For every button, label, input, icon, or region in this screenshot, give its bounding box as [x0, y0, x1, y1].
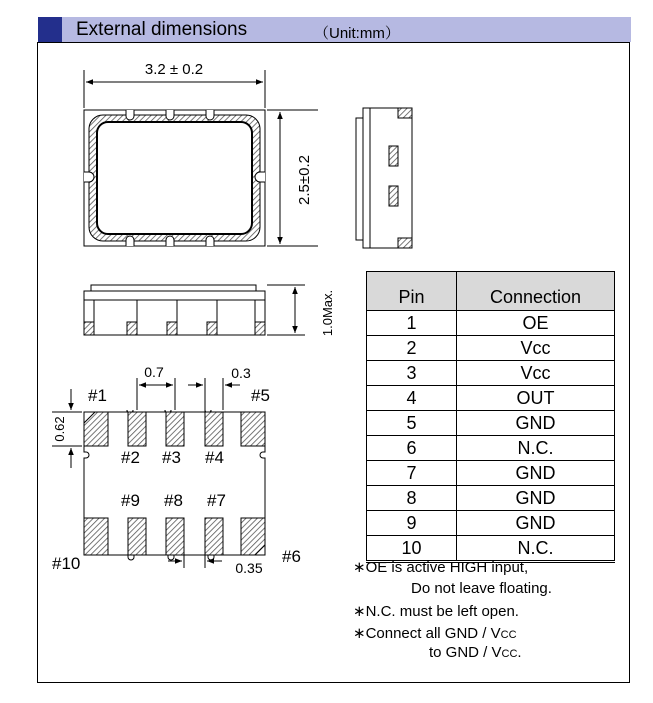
pad-3: [166, 412, 184, 446]
table-row: [367, 411, 615, 436]
pin-connection: N.C.: [457, 436, 615, 461]
pin-label-4: #4: [205, 448, 224, 467]
table-row: [367, 486, 615, 511]
pin-number: 3: [367, 361, 457, 386]
pin-connection: GND: [457, 461, 615, 486]
pad-7: [205, 518, 223, 555]
connection-column-header: Connection: [457, 272, 615, 311]
pin-number: 6: [367, 436, 457, 461]
pad-width-dimension: 0.3: [231, 365, 251, 381]
pin-connection: GND: [457, 411, 615, 436]
table-row: [367, 311, 615, 336]
pin-connection: N.C.: [457, 536, 615, 562]
pin-connection: OE: [457, 311, 615, 336]
pad-height-dimension: 0.62: [52, 416, 67, 442]
pin-number: 9: [367, 511, 457, 536]
table-row: [367, 461, 615, 486]
note-gnd-line2-text: to GND / V: [429, 644, 502, 661]
pin-number: 10: [367, 536, 457, 562]
pin-label-7: #7: [207, 491, 226, 510]
pad-10: [84, 518, 108, 555]
note-gnd-line2-end: .: [517, 644, 522, 661]
pin-connection-table: [366, 271, 615, 563]
pad-8: [166, 518, 184, 555]
table-row: [367, 361, 615, 386]
pin-connection: GND: [457, 486, 615, 511]
pin-label-2: #2: [121, 448, 140, 467]
side-view-right: [356, 108, 412, 248]
table-row: [367, 336, 615, 361]
pin-connection: Vcc: [457, 361, 615, 386]
pin-label-1: #1: [88, 386, 107, 405]
pin-connection: GND: [457, 511, 615, 536]
pin-label-6: #6: [282, 547, 301, 566]
pin-label-5: #5: [251, 386, 270, 405]
pin-number: 2: [367, 336, 457, 361]
note-gnd-line1: [353, 624, 517, 642]
pad-pitch-dimension: 0.7: [144, 364, 164, 380]
pad-2: [128, 412, 146, 446]
table-row: [367, 386, 615, 411]
pin-column-header: Pin: [367, 272, 457, 311]
unit-label: （Unit:mm）: [314, 25, 400, 42]
pad-9: [128, 518, 146, 555]
note-oe-line2: Do not leave floating.: [411, 580, 552, 597]
note-gnd-line1-sub: CC: [500, 629, 517, 641]
table-header-row: [367, 272, 615, 311]
pin-number: 1: [367, 311, 457, 336]
table-row: [367, 511, 615, 536]
pin-number: 4: [367, 386, 457, 411]
pad-gap-dimension: 0.35: [235, 560, 263, 576]
pin-number: 8: [367, 486, 457, 511]
pad-4: [205, 412, 223, 446]
pin-connection: OUT: [457, 386, 615, 411]
pin-number: 5: [367, 411, 457, 436]
note-nc: ∗N.C. must be left open.: [353, 603, 519, 620]
pin-label-10: #10: [52, 554, 81, 573]
side-view-front: [84, 285, 335, 336]
top-view: [84, 61, 318, 246]
pin-label-3: #3: [162, 448, 181, 467]
width-dimension: 3.2 ± 0.2: [144, 61, 204, 78]
table-row: [367, 436, 615, 461]
pin-number: 7: [367, 461, 457, 486]
section-title: External dimensions: [76, 19, 248, 40]
note-gnd-line1-text: ∗Connect all GND / V: [353, 625, 501, 642]
note-oe-line1: ∗OE is active HIGH input,: [353, 559, 529, 576]
pin-connection: Vcc: [457, 336, 615, 361]
height-dimension: 2.5±0.2: [296, 155, 313, 205]
note-gnd-line2-sub: CC: [501, 648, 518, 660]
thickness-dimension: 1.0Max.: [320, 289, 335, 337]
pin-label-9: #9: [121, 491, 140, 510]
bottom-view: [52, 364, 301, 576]
pin-label-8: #8: [164, 491, 183, 510]
pad-5: [241, 412, 265, 446]
note-gnd-line2: [429, 644, 522, 661]
